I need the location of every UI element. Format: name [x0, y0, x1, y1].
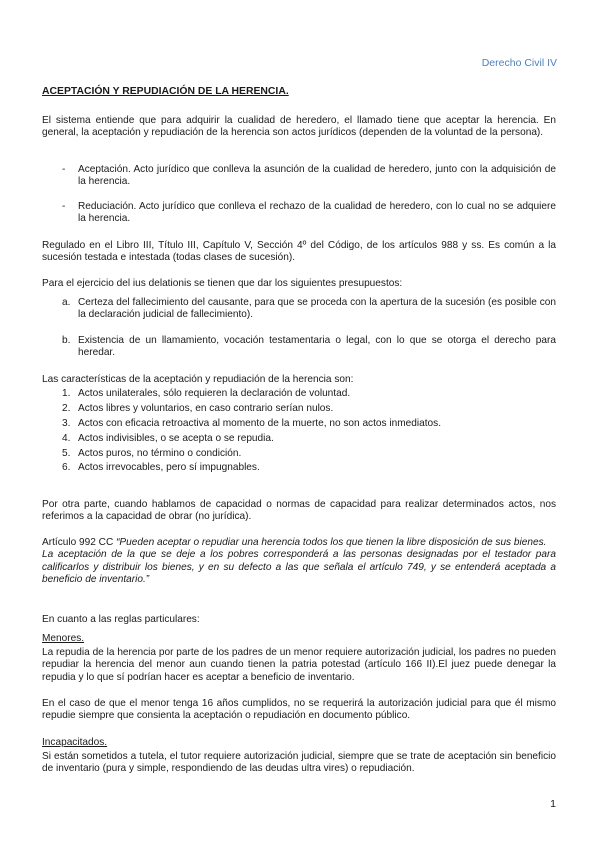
- article-quote-part1: “Pueden aceptar o repudiar una herencia todos los que tienen la libre disposición de sus bienes.: [116, 537, 547, 548]
- page-title: ACEPTACIÓN Y REPUDIACIÓN DE LA HERENCIA.: [42, 86, 289, 97]
- list-item-text: Existencia de un llamamiento, vocación testamentaria o legal, con lo que se otorga el derecho para heredar.: [78, 335, 556, 359]
- presupuestos-intro: Para el ejercicio del ius delationis se tienen que dar los siguientes presupuestos:: [42, 278, 403, 289]
- list-item: [62, 403, 556, 415]
- list-marker: 2.: [62, 402, 71, 414]
- list-marker: a.: [62, 297, 71, 308]
- menores-paragraph-1: La repudia de la herencia por parte de los padres de un menor requiere autorización judicial, los padres no pueden repudiar la herencia del menor aun cuando tienen la patria potestad (artículo 166 II).El juez puede denegar la repudia y lo que sí podrían hacer es aceptar a beneficio de inventario.: [42, 647, 556, 683]
- list-marker: 4.: [62, 432, 71, 444]
- list-item: [62, 418, 556, 430]
- list-marker: 1.: [62, 388, 71, 399]
- list-marker: 5.: [62, 447, 71, 459]
- page-number: 1: [550, 798, 556, 810]
- presupuestos-list-b: [62, 335, 556, 360]
- list-item: [62, 462, 556, 474]
- list-item-text: Actos libres y voluntarios, en caso contrario serían nulos.: [78, 402, 334, 414]
- list-item: [62, 433, 556, 445]
- list-item-text: Actos con eficacia retroactiva al momento de la muerte, no son actos inmediatos.: [78, 417, 441, 429]
- list-item-text: Actos unilaterales, sólo requieren la declaración de voluntad.: [78, 388, 351, 399]
- intro-paragraph: El sistema entiende que para adquirir la cualidad de heredero, el llamado tiene que aceptar la herencia. En general, la aceptación y repudiación de la herencia son actos jurídicos (dependen de la voluntad de la persona).: [42, 115, 556, 139]
- list-item: [62, 335, 556, 360]
- list-marker: 6.: [62, 462, 71, 474]
- capacidad-paragraph: Por otra parte, cuando hablamos de capacidad o normas de capacidad para realizar determinados actos, nos referimos a la capacidad de obrar (no jurídica).: [42, 499, 556, 523]
- article-quote-part2: La aceptación de la que se deje a los pobres corresponderá a las personas designadas por el testador para calificarlos y distribuir los bienes, y en su defecto a las que señala el artículo 749, y se entenderá aceptada a beneficio de inventario.”: [42, 549, 556, 585]
- list-item-text: Actos puros, no término o condición.: [78, 447, 242, 459]
- list-item-text: Certeza del fallecimiento del causante, para que se proceda con la apertura de la sucesión (es posible con la declaración judicial de fallecimiento).: [78, 297, 556, 321]
- caracteristicas-list: [62, 388, 556, 477]
- reglas-intro: En cuanto a las reglas particulares:: [42, 614, 200, 625]
- list-item: [62, 448, 556, 460]
- incapacitados-heading: Incapacitados.: [42, 737, 108, 748]
- definition-text: Reduciación. Acto jurídico que conlleva el rechazo de la cualidad de heredero, con lo cual no se adquiere la herencia.: [78, 201, 556, 225]
- dash-marker: -: [62, 201, 66, 212]
- list-marker: 3.: [62, 417, 71, 429]
- article-reference: Artículo 992 CC: [42, 537, 117, 548]
- definition-text: Aceptación. Acto jurídico que conlleva la asunción de la cualidad de heredero, junto con la adquisición de la herencia.: [78, 164, 556, 188]
- list-item-text: Actos indivisibles, o se acepta o se repudia.: [78, 432, 274, 444]
- document-header: Derecho Civil IV: [481, 57, 557, 69]
- menores-heading: Menores.: [42, 633, 85, 644]
- list-marker: b.: [62, 335, 71, 346]
- regulation-paragraph: Regulado en el Libro III, Título III, Capítulo V, Sección 4º del Código, de los artículos 988 y ss. Es común a la sucesión testada e intestada (todas clases de sucesión).: [42, 240, 556, 264]
- dash-marker: -: [62, 164, 66, 175]
- presupuestos-list: [62, 297, 556, 322]
- incapacitados-paragraph: Si están sometidos a tutela, el tutor requiere autorización judicial, siempre que se trate de aceptación sin beneficio de inventario (pura y simple, respondiendo de las deudas ultra vires) o repudiación.: [42, 751, 556, 775]
- list-item-text: Actos irrevocables, pero sí impugnables.: [78, 462, 260, 474]
- list-item: [62, 297, 556, 322]
- articulo-quote: [42, 537, 556, 586]
- menores-paragraph-2: En el caso de que el menor tenga 16 años cumplidos, no se requerirá la autorización judicial para que él mismo repudie siempre que consienta la aceptación o repudiación en documento público.: [42, 698, 556, 722]
- caracteristicas-intro: Las características de la aceptación y repudiación de la herencia son:: [42, 374, 354, 385]
- list-item: [62, 388, 556, 400]
